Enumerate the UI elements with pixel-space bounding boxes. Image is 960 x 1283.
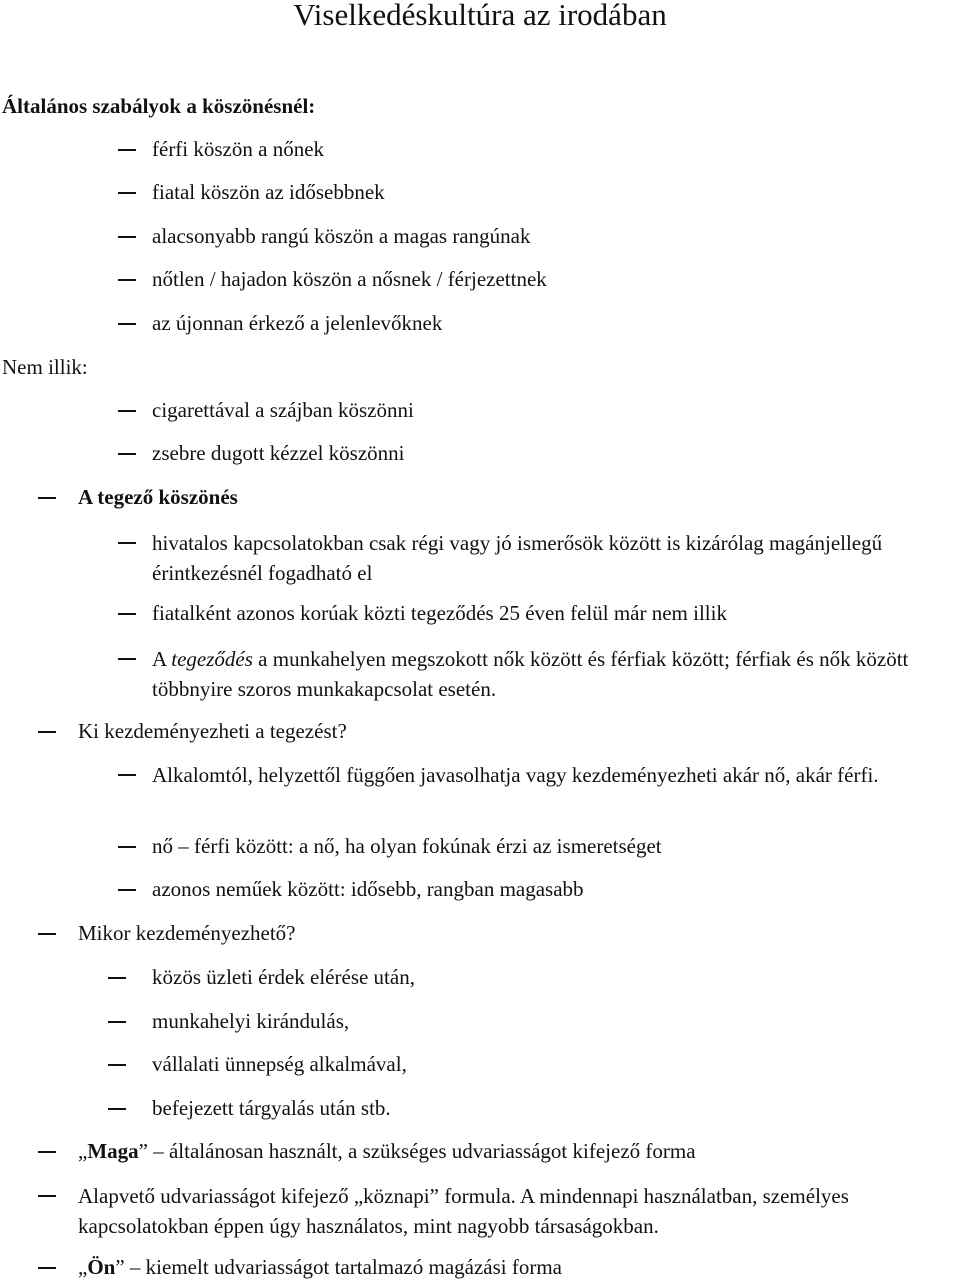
section-dash bbox=[38, 497, 56, 499]
list-dash bbox=[118, 774, 136, 776]
list-dash bbox=[118, 846, 136, 848]
list-item: befejezett tárgyalás után stb. bbox=[152, 1096, 391, 1120]
list-dash bbox=[108, 1108, 126, 1110]
list-dash bbox=[118, 658, 136, 660]
list-item: hivatalos kapcsolatokban csak régi vagy jó ismerősök között is kizárólag magánjellegű érintkezésnél fogadható el bbox=[152, 531, 883, 585]
list-dash bbox=[118, 236, 136, 238]
item-rest: a munkahelyen megszokott nők között és férfiak között; férfiak és nők között többnyire szoros munkakapcsolat esetén. bbox=[152, 647, 909, 701]
list-item: munkahelyi kirándulás, bbox=[152, 1009, 350, 1033]
list-item: férfi köszön a nőnek bbox=[152, 137, 325, 161]
when-initiate-heading: Mikor kezdeményezhető? bbox=[78, 921, 296, 945]
close-quote: ” bbox=[138, 1139, 148, 1163]
list-dash bbox=[118, 279, 136, 281]
on-description: kiemelt udvariasságot tartalmazó magázási forma bbox=[145, 1255, 563, 1279]
em-dash: – bbox=[153, 1139, 164, 1163]
list-item: közös üzleti érdek elérése után, bbox=[152, 965, 415, 989]
maga-word: Maga bbox=[87, 1139, 139, 1163]
section-dash bbox=[38, 1151, 56, 1153]
list-dash bbox=[118, 410, 136, 412]
open-quote: „ bbox=[78, 1139, 88, 1163]
list-dash bbox=[118, 613, 136, 615]
section-dash bbox=[38, 933, 56, 935]
on-word: Ön bbox=[87, 1255, 116, 1279]
list-item: cigarettával a szájban köszönni bbox=[152, 398, 414, 422]
list-dash bbox=[118, 192, 136, 194]
list-dash bbox=[118, 149, 136, 151]
list-dash bbox=[108, 977, 126, 979]
list-item: az újonnan érkező a jelenlevőknek bbox=[152, 311, 443, 335]
section-dash bbox=[38, 731, 56, 733]
list-item: vállalati ünnepség alkalmával, bbox=[152, 1052, 407, 1076]
list-dash bbox=[108, 1021, 126, 1023]
tegezo-heading: A tegező köszönés bbox=[78, 485, 238, 509]
list-item: fiatal köszön az idősebbnek bbox=[152, 180, 385, 204]
list-item: nőtlen / hajadon köszön a nősnek / férjezettnek bbox=[152, 267, 547, 291]
item-prefix: A bbox=[152, 647, 172, 671]
em-dash: – bbox=[129, 1255, 141, 1279]
who-initiates-heading: Ki kezdeményezheti a tegezést? bbox=[78, 719, 347, 743]
on-line bbox=[78, 1253, 562, 1282]
maga-line bbox=[78, 1137, 696, 1166]
not-appropriate-label: Nem illik: bbox=[2, 355, 88, 379]
list-item: zsebre dugott kézzel köszönni bbox=[152, 441, 405, 465]
list-item: fiatalként azonos korúak közti tegeződés 25 éven felül már nem illik bbox=[152, 601, 727, 625]
list-item: azonos neműek között: idősebb, rangban magasabb bbox=[152, 877, 584, 901]
alapveto-paragraph: Alapvető udvariasságot kifejező „köznapi” formula. A mindennapi használatban, személyes kapcsolatokban éppen úgy használatos, mint nagyobb társaságokban. bbox=[78, 1184, 849, 1238]
list-dash bbox=[108, 1064, 126, 1066]
list-dash bbox=[118, 542, 136, 544]
list-dash bbox=[118, 453, 136, 455]
open-quote: „ bbox=[78, 1255, 88, 1279]
page-title: Viselkedéskultúra az irodában bbox=[293, 0, 667, 32]
maga-description: általánosan használt, a szükséges udvariasságot kifejező forma bbox=[168, 1139, 696, 1163]
list-dash bbox=[118, 889, 136, 891]
general-rules-heading: Általános szabályok a köszönésnél: bbox=[2, 94, 316, 118]
section-dash bbox=[38, 1195, 56, 1197]
section-dash bbox=[38, 1267, 56, 1269]
item-italic-word: tegeződés bbox=[171, 647, 253, 671]
list-item: Alkalomtól, helyzettől függően javasolhatja vagy kezdeményezheti akár nő, akár férfi. bbox=[152, 763, 879, 787]
list-item: nő – férfi között: a nő, ha olyan fokúnak érzi az ismeretséget bbox=[152, 834, 662, 858]
list-item bbox=[152, 644, 952, 704]
close-quote: ” bbox=[115, 1255, 125, 1279]
list-item: alacsonyabb rangú köszön a magas rangúnak bbox=[152, 224, 531, 248]
list-dash bbox=[118, 323, 136, 325]
